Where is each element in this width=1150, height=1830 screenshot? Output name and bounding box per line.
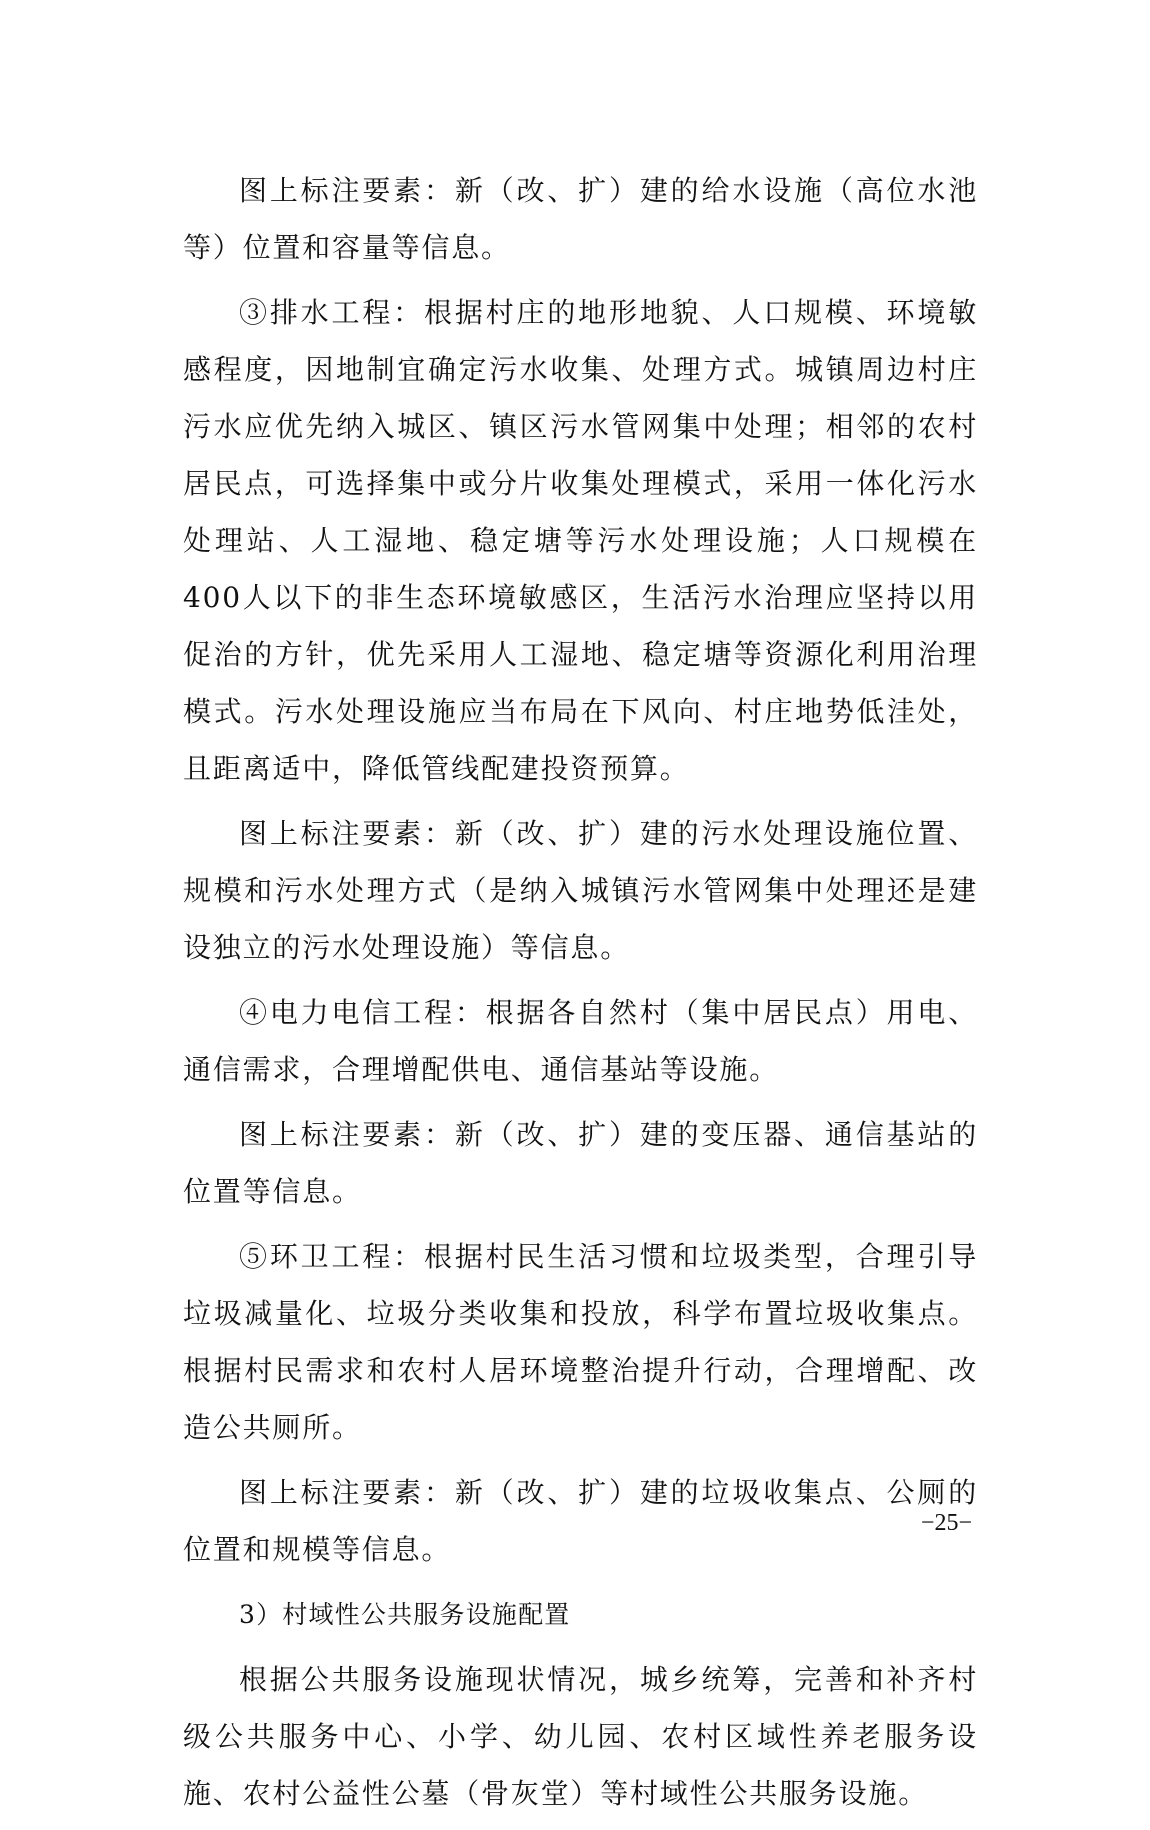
- paragraph-power-telecom-engineering: ④电力电信工程：根据各自然村（集中居民点）用电、通信需求，合理增配供电、通信基站等设施。: [183, 996, 978, 1086]
- document-body: [183, 162, 978, 1830]
- page-number: −25−: [920, 1510, 972, 1536]
- paragraph-public-services: 根据公共服务设施现状情况，城乡统筹，完善和补齐村级公共服务中心、小学、幼儿园、农村区域性养老服务设施、农村公益性公墓（骨灰堂）等村域性公共服务设施。: [183, 1663, 978, 1810]
- paragraph-sanitation-engineering: ⑤环卫工程：根据村民生活习惯和垃圾类型，合理引导垃圾减量化、垃圾分类收集和投放，科学布置垃圾收集点。根据村民需求和农村人居环境整治提升行动，合理增配、改造公共厕所。: [183, 1240, 978, 1444]
- paragraph-sewage-annotation: 图上标注要素：新（改、扩）建的污水处理设施位置、规模和污水处理方式（是纳入城镇污水管网集中处理还是建设独立的污水处理设施）等信息。: [183, 817, 978, 964]
- paragraph-sanitation-annotation: 图上标注要素：新（改、扩）建的垃圾收集点、公厕的位置和规模等信息。: [183, 1476, 978, 1566]
- paragraph-power-telecom-annotation: 图上标注要素：新（改、扩）建的变压器、通信基站的位置等信息。: [183, 1118, 978, 1208]
- paragraph-drainage-engineering: ③排水工程：根据村庄的地形地貌、人口规模、环境敏感程度，因地制宜确定污水收集、处理方式。城镇周边村庄污水应优先纳入城区、镇区污水管网集中处理；相邻的农村居民点，可选择集中或分片收集处理模式，采用一体化污水处理站、人工湿地、稳定塘等污水处理设施；人口规模在400人以下的非生态环境敏感区，生活污水治理应坚持以用促治的方针，优先采用人工湿地、稳定塘等资源化利用治理模式。污水处理设施应当布局在下风向、村庄地势低洼处，且距离适中，降低管线配建投资预算。: [183, 296, 978, 785]
- paragraph-water-supply-annotation: 图上标注要素：新（改、扩）建的给水设施（高位水池等）位置和容量等信息。: [183, 174, 978, 264]
- section-heading-public-services: 3）村域性公共服务设施配置: [239, 1600, 571, 1629]
